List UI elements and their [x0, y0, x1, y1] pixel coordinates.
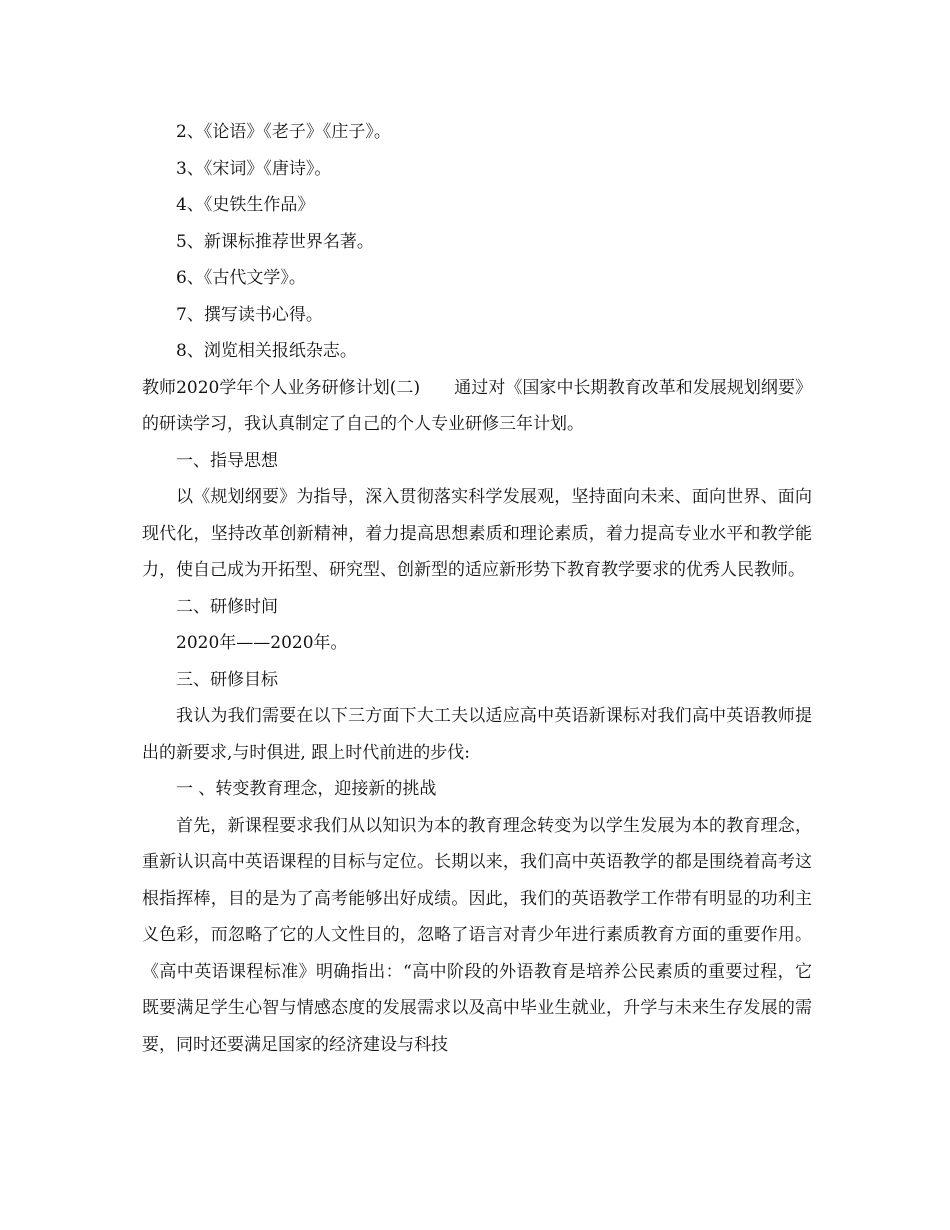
section-paragraph: 我认为我们需要在以下三方面下大工夫以适应高中英语新课标对我们高中英语教师提出的新要求,与时俱进, 跟上时代前进的步伐: [142, 706, 812, 763]
section-heading: 二、研修时间 [176, 596, 278, 617]
section-heading: 三、研修目标 [176, 669, 278, 690]
list-item: 5、新课标推荐世界名著。 [176, 231, 374, 252]
section-paragraph: 以《规划纲要》为指导，深入贯彻落实科学发展观，坚持面向未来、面向世界、面向现代化，坚持改革创新精神，着力提高思想素质和理论素质，着力提高专业水平和教学能力，使自己成为开拓型、研究型、创新型的适应新形势下教育教学要求的优秀人民教师。 [142, 487, 812, 580]
document-body [142, 114, 812, 1063]
section-heading: 一、指导思想 [176, 450, 278, 471]
list-item: 8、浏览相关报纸杂志。 [176, 341, 357, 361]
subsection-paragraph: 首先，新课程要求我们从以知识为本的教育理念转变为以学生发展为本的教育理念，重新认识高中英语课程的目标与定位。长期以来，我们高中英语教学的都是围绕着高考这根指挥棒，目的是为了高考能够出好成绩。因此，我们的英语教学工作带有明显的功利主义色彩，而忽略了它的人文性目的，忽略了语言对青少年进行素质教育方面的重要作用。《高中英语课程标准》明确指出：“高中阶段的外语教育是培养公民素质的重要过程，它既要满足学生心智与情感态度的发展需求以及高中毕业生就业，升学与未来生存发展的需要，同时还要满足国家的经济建设与科技 [142, 815, 812, 1055]
list-item: 7、撰写读书心得。 [176, 304, 323, 325]
list-item: 2、《论语》《老子》《庄子》。 [176, 122, 391, 142]
list-item: 6、《古代文学》。 [176, 268, 306, 288]
list-item: 4、《史铁生作品》 [176, 195, 315, 215]
section-paragraph: 2020年——2020年。 [176, 633, 348, 653]
subsection-heading: 一 、转变教育理念，迎接新的挑战 [176, 779, 437, 799]
intro-paragraph: 教师2020学年个人业务研修计划(二) 通过对《国家中长期教育改革和发展规划纲要》的研读学习，我认真制定了自己的个人专业研修三年计划。 [142, 377, 812, 434]
list-item: 3、《宋词》《唐诗》。 [176, 158, 332, 179]
